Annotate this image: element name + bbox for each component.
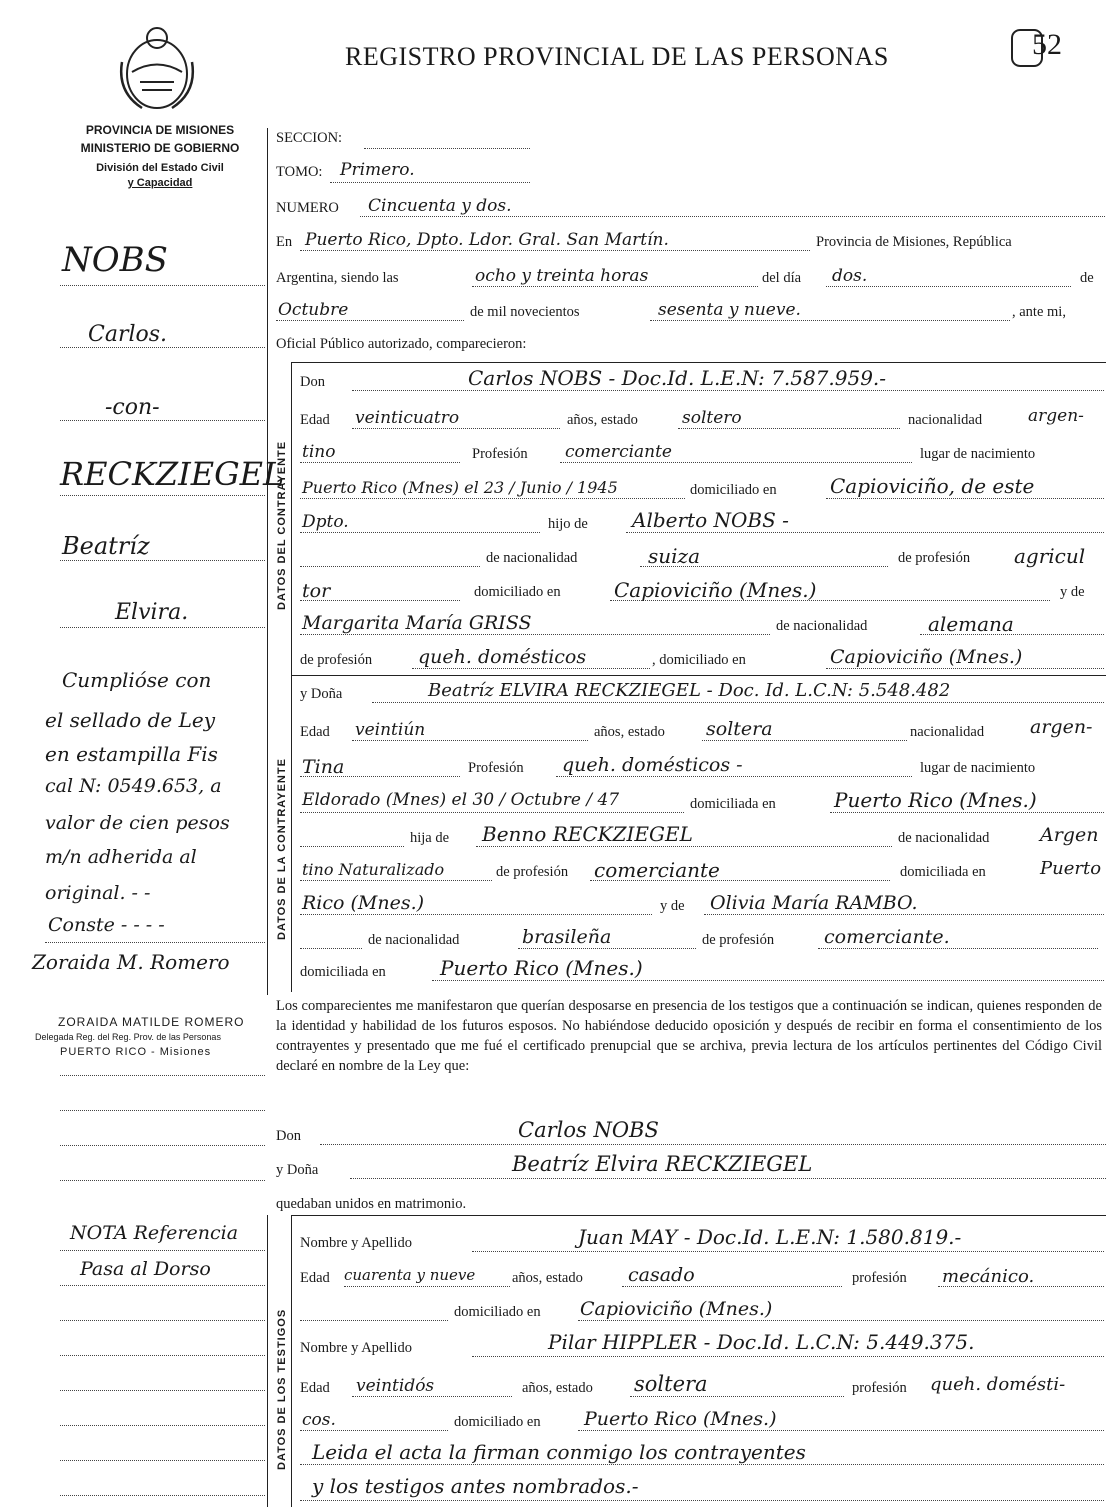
bride-hija-label: hija de (410, 830, 450, 846)
groom-padre-nac-label: de nacionalidad (486, 550, 578, 566)
bride-nac-a: argen- (1030, 716, 1093, 738)
provincia-label: Provincia de Misiones, República (816, 234, 1012, 250)
groom-madre-dom: Capioviciño (Mnes.) (830, 646, 1023, 668)
witness-2-profesion-b: cos. (302, 1410, 336, 1430)
bride-padre: Benno RECKZIEGEL (482, 822, 693, 846)
union-bride: Beatríz Elvira RECKZIEGEL (512, 1152, 813, 1176)
de-mil-label: de mil novecientos (470, 304, 580, 320)
bride-padre-nac-b: tino Naturalizado (302, 860, 445, 879)
margin-name-bride-a: Beatríz (62, 532, 150, 560)
margin-nota-2: Pasa al Dorso (80, 1258, 211, 1280)
groom-padre-prof-label: de profesión (898, 550, 971, 566)
anio-value: sesenta y nueve. (658, 300, 801, 320)
dona-label: y Doña (300, 686, 343, 702)
testigos-frame-line (291, 1215, 292, 1507)
en-label: En (276, 234, 293, 250)
seccion-label: SECCION: (276, 130, 343, 146)
closing-line-2: y los testigos antes nombrados.- (312, 1474, 639, 1498)
margin-surname-bride: RECKZIEGEL (60, 455, 285, 493)
margin-note-3: en estampilla Fis (45, 742, 218, 766)
groom-madre: Margarita María GRISS (302, 612, 532, 634)
bride-padre-dom-label: domiciliada en (900, 864, 986, 880)
w2-dom-label: domiciliado en (454, 1414, 541, 1430)
quedaban-label: quedaban unidos en matrimonio. (276, 1196, 467, 1212)
margin-note-2: el sellado de Ley (45, 708, 216, 732)
groom-padre-prof-b: tor (302, 580, 331, 602)
union-dona-label: y Doña (276, 1162, 319, 1178)
bride-padre-prof: comerciante (594, 858, 720, 882)
margin-note-4: cal N: 0549.653, a (45, 775, 222, 797)
agency-line-4: y Capacidad (127, 177, 193, 189)
bride-madre: Olivia María RAMBO. (710, 892, 918, 914)
groom-nac-b: tino (302, 442, 336, 462)
groom-lugar-label: lugar de nacimiento (920, 446, 1036, 462)
bride-y-de-label: y de (660, 898, 685, 914)
don-label: Don (300, 374, 325, 390)
frame-middle-line (291, 675, 1106, 676)
testigos-outer-line (267, 1215, 268, 1507)
groom-nac-a: argen- (1028, 406, 1084, 426)
bride-padre-prof-label: de profesión (496, 864, 569, 880)
coat-of-arms-icon (112, 22, 202, 114)
bride-nac-label: nacionalidad (910, 724, 985, 740)
margin-nota-1: NOTA Referencia (70, 1222, 239, 1244)
del-dia-label: del día (762, 270, 802, 286)
side-label-testigos: DATOS DE LOS TESTIGOS (276, 1308, 288, 1470)
groom-madre-nac: alemana (928, 612, 1014, 636)
margin-name-bride-b: Elvira. (115, 600, 189, 625)
oficial-label: Oficial Público autorizado, comparecieron: (276, 336, 527, 352)
testigos-top-line (291, 1215, 1106, 1216)
w1-dom-label: domiciliado en (454, 1304, 541, 1320)
margin-signature: Zoraida M. Romero (32, 950, 230, 974)
agency-line-3: División del Estado Civil (96, 162, 224, 174)
groom-madre-prof: queh. domésticos (418, 646, 587, 668)
bride-nac-b: Tina (302, 756, 345, 778)
groom-y-de-label: y de (1060, 584, 1085, 600)
agency-line-1: PROVINCIA DE MISIONES (85, 123, 235, 137)
groom-padre-prof-a: agricul (1014, 544, 1086, 568)
groom-madre-prof-label: de profesión (300, 652, 373, 668)
contrayentes-frame-line (291, 362, 292, 992)
groom-nac-label: nacionalidad (908, 412, 983, 428)
groom-padre-dom-label: domiciliado en (474, 584, 561, 600)
groom-prof-label: Profesión (472, 446, 528, 462)
w2-prof-label: profesión (852, 1380, 907, 1396)
page-number-text: 52 (1032, 28, 1062, 61)
witness-1-name: Juan MAY - Doc.Id. L.E.N: 1.580.819.- (578, 1225, 962, 1249)
dia-value: dos. (832, 266, 868, 286)
frame-top-line (291, 362, 1106, 363)
margin-con: -con- (105, 395, 160, 420)
groom-nacimiento: Puerto Rico (Mnes) el 23 / Junio / 1945 (302, 478, 618, 497)
bride-nacimiento: Eldorado (Mnes) el 30 / Octubre / 47 (302, 790, 620, 810)
page-title: REGISTRO PROVINCIAL DE LAS PERSONAS (345, 42, 889, 71)
groom-edad-label: Edad (300, 412, 330, 428)
mes-value: Octubre (278, 300, 349, 320)
w1-anios-label: años, estado (512, 1270, 583, 1286)
delegate-stamp-place: PUERTO RICO - Misiones (60, 1046, 212, 1058)
w1-prof-label: profesión (852, 1270, 907, 1286)
margin-note-1: Cumplióse con (62, 668, 212, 692)
bride-padre-nac-label: de nacionalidad (898, 830, 990, 846)
bride-madre-prof: comerciante. (824, 926, 950, 948)
witness-2-profesion-a: queh. domésti- (930, 1374, 1066, 1395)
margin-note-6: m/n adherida al (45, 846, 197, 868)
groom-madre-dom-label: , domiciliado en (652, 652, 746, 668)
bride-profesion: queh. domésticos - (562, 754, 743, 776)
delegate-stamp-title: Delegada Reg. del Reg. Prov. de las Personas (35, 1032, 221, 1042)
margin-note-5: valor de cien pesos (45, 812, 230, 834)
bride-madre-dom: Puerto Rico (Mnes.) (440, 956, 643, 980)
w1-nombre-label: Nombre y Apellido (300, 1235, 412, 1251)
bride-anios-label: años, estado (594, 724, 665, 740)
agency-line-2: MINISTERIO DE GOBIERNO (80, 141, 240, 155)
bride-estado: soltera (706, 718, 773, 740)
groom-anios-label: años, estado (567, 412, 638, 428)
witness-2-estado: soltera (634, 1372, 708, 1396)
lugar-value: Puerto Rico, Dpto. Ldor. Gral. San Martín. (305, 230, 669, 250)
numero-label: NUMERO (276, 200, 339, 216)
bride-padre-nac-a: Argen (1040, 824, 1099, 846)
bride-lugar-label: lugar de nacimiento (920, 760, 1036, 776)
bride-madre-nac-label: de nacionalidad (368, 932, 460, 948)
w1-edad-label: Edad (300, 1270, 330, 1286)
witness-1-estado: casado (628, 1264, 695, 1286)
groom-name: Carlos NOBS - Doc.Id. L.E.N: 7.587.959.- (468, 366, 887, 390)
w2-nombre-label: Nombre y Apellido (300, 1340, 412, 1356)
groom-hijo-label: hijo de (548, 516, 588, 532)
margin-surname-groom: NOBS (62, 240, 168, 280)
groom-padre-nac: suiza (648, 544, 701, 568)
witness-1-domicilio: Capioviciño (Mnes.) (580, 1298, 773, 1320)
page-number (1010, 24, 1116, 72)
side-label-contrayente: DATOS DEL CONTRAYENTE (276, 440, 288, 610)
groom-madre-nac-label: de nacionalidad (776, 618, 868, 634)
witness-2-edad: veintidós (356, 1376, 435, 1396)
bride-madre-dom-label: domiciliada en (300, 964, 386, 980)
groom-domicilio-a: Capioviciño, de este (830, 474, 1035, 498)
w2-anios-label: años, estado (522, 1380, 593, 1396)
witness-1-profesion: mecánico. (942, 1266, 1035, 1287)
margin-name-groom: Carlos. (88, 322, 168, 347)
declaration-paragraph: Los comparecientes me manifestaron que querían desposarse en presencia de los testigos que a continuación se indican, quienes responden de la identidad y habilidad de los futuros esposos. No habiéndose deducido oposición y después de recibir en forma el consentimiento de los contrayentes y presentado que me fué el certificado prenupcial que se archiva, previa lectura de los artículos pertinentes del Código Civil declaré en nombre de la Ley que: (276, 998, 1102, 1074)
bride-edad-label: Edad (300, 724, 330, 740)
groom-profesion: comerciante (565, 442, 672, 462)
bride-edad: veintiún (355, 720, 426, 740)
bride-padre-dom-b: Rico (Mnes.) (302, 892, 425, 914)
groom-domicilio-b: Dpto. (302, 512, 349, 532)
bride-name: Beatríz ELVIRA RECKZIEGEL - Doc. Id. L.C.N: 5.548.482 (428, 680, 951, 701)
tomo-label: TOMO: (276, 164, 323, 180)
hora-value: ocho y treinta horas (475, 266, 649, 286)
main-frame-line (267, 128, 268, 995)
witness-2-name: Pilar HIPPLER - Doc.Id. L.C.N: 5.449.375. (548, 1330, 975, 1354)
bride-madre-prof-label: de profesión (702, 932, 775, 948)
groom-padre-dom: Capioviciño (Mnes.) (614, 578, 817, 602)
bride-domicilio: Puerto Rico (Mnes.) (834, 788, 1037, 812)
bride-prof-label: Profesión (468, 760, 524, 776)
delegate-stamp-name: ZORAIDA MATILDE ROMERO (58, 1015, 245, 1029)
margin-note-8: Conste - - - - (48, 914, 165, 936)
closing-line-1: Leida el acta la firman conmigo los contrayentes (312, 1440, 806, 1464)
tomo-value: Primero. (340, 160, 415, 180)
union-groom: Carlos NOBS (518, 1118, 659, 1142)
groom-dom-label: domiciliado en (690, 482, 777, 498)
union-don-label: Don (276, 1128, 301, 1144)
groom-padre: Alberto NOBS - (632, 508, 789, 532)
groom-estado: soltero (682, 408, 742, 428)
numero-value: Cincuenta y dos. (368, 196, 512, 216)
groom-edad: veinticuatro (355, 408, 460, 428)
de-label: de (1080, 270, 1094, 286)
margin-note-7: original. - - (45, 882, 151, 904)
bride-madre-nac: brasileña (522, 926, 612, 948)
witness-2-domicilio: Puerto Rico (Mnes.) (584, 1408, 777, 1430)
ante-mi-label: , ante mi, (1012, 304, 1066, 320)
bride-padre-dom-a: Puerto (1040, 858, 1102, 879)
side-label-contrayenta: DATOS DE LA CONTRAYENTE (276, 758, 288, 940)
witness-1-edad: cuarenta y nueve (344, 1266, 476, 1284)
bride-dom-label: domiciliada en (690, 796, 776, 812)
w2-edad-label: Edad (300, 1380, 330, 1396)
argentina-label: Argentina, siendo las (276, 270, 399, 286)
